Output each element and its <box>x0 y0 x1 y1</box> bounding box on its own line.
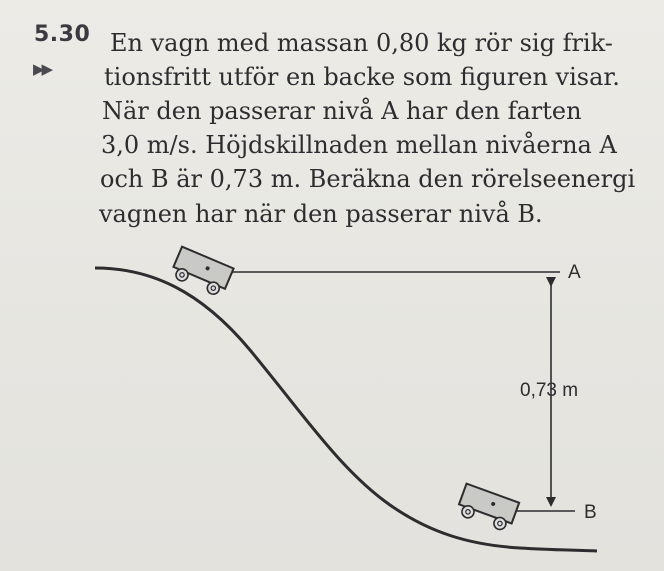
difficulty-marker-icon: ▶▶ <box>33 60 51 78</box>
problem-number: 5.30 <box>34 22 91 47</box>
problem-text-line-4: 3,0 m/s. Höjdskillnaden mellan nivåerna A <box>101 131 617 159</box>
problem-text-line-2: tionsfritt utför en backe som figuren visar. <box>104 63 620 91</box>
problem-text-line-3: När den passerar nivå A har den farten <box>102 97 582 125</box>
hill-curve <box>95 268 597 551</box>
problem-text-line-1: En vagn med massan 0,80 kg rör sig frik- <box>110 29 613 57</box>
problem-text-line-5: och B är 0,73 m. Beräkna den rörelseenergi <box>100 165 636 193</box>
cart-at-b <box>456 484 520 533</box>
height-label: 0,73 m <box>520 380 579 401</box>
label-b: B <box>584 502 597 523</box>
problem-text-line-6: vagnen har när den passerar nivå B. <box>99 200 543 228</box>
label-a: A <box>568 262 581 283</box>
